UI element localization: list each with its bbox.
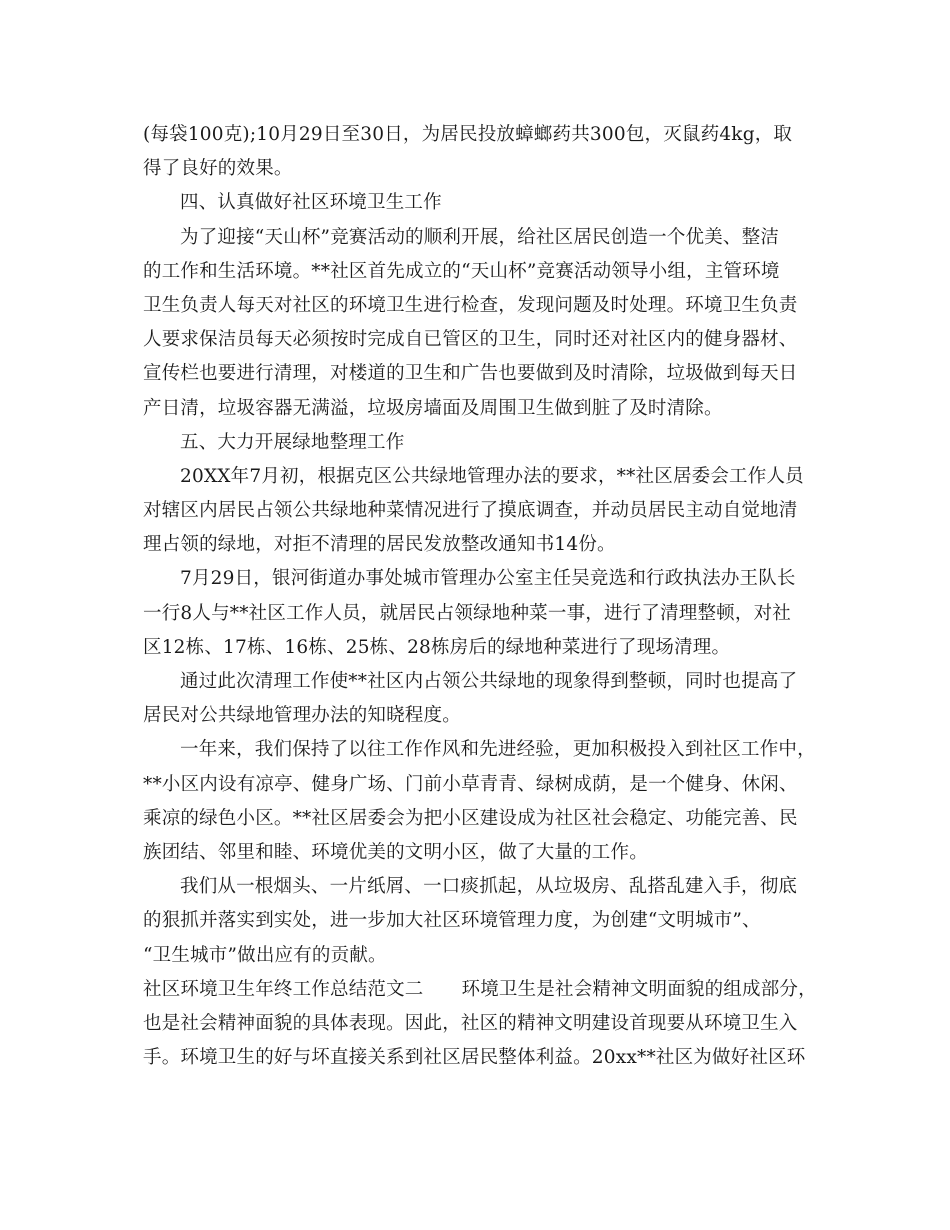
paragraph-4-line-3: 区12栋、17栋、16栋、25栋、28栋房后的绿地种菜进行了现场清理。 xyxy=(143,636,731,658)
paragraph-8-line-2: 也是社会精神面貌的具体表现。因此，社区的精神文明建设首现要从环境卫生入 xyxy=(143,1012,798,1034)
paragraph-8-line-1 xyxy=(143,973,817,1007)
paragraph-5-line-1: 通过此次清理工作使**社区内占领公共绿地的现象得到整顿，同时也提高了 xyxy=(180,671,798,692)
paragraph-2-line-6: 产日清，垃圾容器无满溢，垃圾房墙面及周围卫生做到脏了及时清除。 xyxy=(143,397,723,419)
paragraph-6-line-1: 一年来，我们保持了以往工作作风和先进经验，更加积极投入到社区工作中， xyxy=(180,739,816,761)
document-body xyxy=(143,118,817,1075)
paragraph-1-line-1: (每袋100克);10月29日至30日，为居民投放蟑螂药共300包，灭鼠药4kg，取 xyxy=(143,124,793,145)
paragraph-6-line-4: 族团结、邻里和睦、环境优美的文明小区，做了大量的工作。 xyxy=(143,841,648,863)
paragraph-2-line-5: 宣传栏也要进行清理，对楼道的卫生和广告也要做到及时清除，垃圾做到每天日 xyxy=(143,363,798,385)
paragraph-1-line-2: 得了良好的效果。 xyxy=(143,158,293,180)
paragraph-6-line-2: **小区内设有凉亭、健身广场、门前小草青青、绿树成荫，是一个健身、休闲、 xyxy=(143,773,798,795)
paragraph-6-line-3: 乘凉的绿色小区。**社区居委会为把小区建设成为社区社会稳定、功能完善、民 xyxy=(143,807,798,829)
paragraph-7-line-1: 我们从一根烟头、一片纸屑、一口痰抓起，从垃圾房、乱搭乱建入手，彻底 xyxy=(180,876,798,898)
paragraph-4-line-2: 一行8人与**社区工作人员，就居民占领绿地种菜一事，进行了清理整顿，对社 xyxy=(143,602,791,624)
section-heading-4: 四、认真做好社区环境卫生工作 xyxy=(180,192,442,214)
paragraph-2-line-3: 卫生负责人每天对社区的环境卫生进行检查，发现问题及时处理。环境卫生负责 xyxy=(143,294,798,316)
section-heading-5: 五、大力开展绿地整理工作 xyxy=(180,431,405,453)
paragraph-2-line-2: 的工作和生活环境。**社区首先成立的“天山杯”竞赛活动领导小组，主管环境 xyxy=(143,260,780,282)
paragraph-2-line-4: 人要求保洁员每天必须按时完成自已管区的卫生，同时还对社区内的健身器材、 xyxy=(143,329,798,351)
paragraph-3-line-3: 理占领的绿地，对拒不清理的居民发放整改通知书14份。 xyxy=(143,534,616,556)
paragraph-7-line-3: “卫生城市”做出应有的贡献。 xyxy=(143,944,387,966)
document-title: 社区环境卫生年终工作总结范文二 xyxy=(143,978,424,1000)
paragraph-5-line-2: 居民对公共绿地管理办法的知晓程度。 xyxy=(143,705,461,727)
paragraph-2-line-1: 为了迎接“天山杯”竞赛活动的顺利开展，给社区居民创造一个优美、整洁 xyxy=(180,226,780,248)
paragraph-8-line-3: 手。环境卫生的好与坏直接关系到社区居民整体利益。20xx**社区为做好社区环 xyxy=(143,1047,806,1069)
paragraph-7-line-2: 的狠抓并落实到实处，进一步加大社区环境管理力度，为创建“文明城市”、 xyxy=(143,910,761,932)
paragraph-8-line-1-text: 环境卫生是社会精神文明面貌的组成部分， xyxy=(461,978,817,1000)
paragraph-3-line-1: 20XX年7月初，根据克区公共绿地管理办法的要求，**社区居委会工作人员 xyxy=(180,465,804,487)
paragraph-4-line-1: 7月29日，银河街道办事处城市管理办公室主任吴竞选和行政执法办王队长 xyxy=(180,568,796,590)
paragraph-3-line-2: 对辖区内居民占领公共绿地种菜情况进行了摸底调查，并动员居民主动自觉地清 xyxy=(143,500,798,522)
